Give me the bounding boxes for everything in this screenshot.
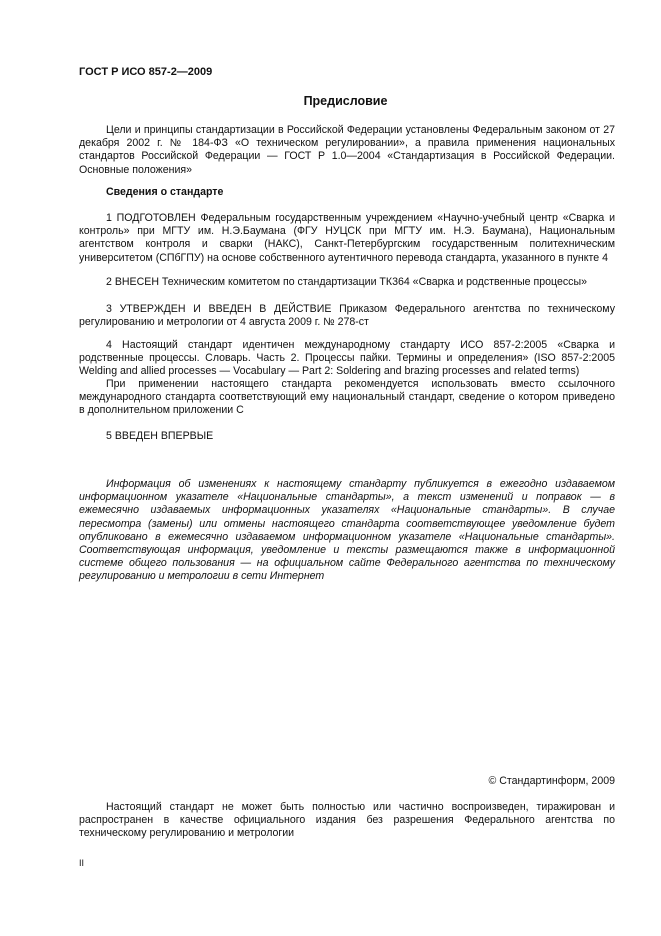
item-3-paragraph: 3 УТВЕРЖДЕН И ВВЕДЕН В ДЕЙСТВИЕ Приказом Федерального агентства по техническому регулированию и метрологии от 4 августа 2009 г. № 278-ст	[79, 303, 615, 329]
copyright-line: © Стандартинформ, 2009	[488, 775, 615, 787]
item-4-paragraph: 4 Настоящий стандарт идентичен международному стандарту ИСО 857-2:2005 «Сварка и родственные процессы. Словарь. Часть 2. Процессы пайки. Термины и определения» (ISO 857-2:2005 Welding and allied processes — Vocabulary — Part 2: Soldering and brazing processes and related terms)	[79, 339, 615, 378]
document-header: ГОСТ Р ИСО 857-2—2009	[79, 66, 213, 78]
item-1-paragraph: 1 ПОДГОТОВЛЕН Федеральным государственным учреждением «Научно-учебный центр «Сварка и контроль» при МГТУ им. Н.Э.Баумана (ФГУ НУЦСК при МГТУ им. Н.Э. Баумана), Национальным агентством контроля и сварки (НАКС), Санкт-Петербургским государственным политехническим университетом (СПбГПУ) на основе собственного аутентичного перевода стандарта, указанного в пункте 4	[79, 212, 615, 264]
item-5-paragraph: 5 ВВЕДЕН ВПЕРВЫЕ	[106, 430, 214, 442]
info-paragraph: Информация об изменениях к настоящему стандарту публикуется в ежегодно издаваемом информационном указателе «Национальные стандарты», а текст изменений и поправок — в ежемесячно издаваемых информационных указателях «Национальные стандарты». В случае пересмотра (замены) или отмены настоящего стандарта соответствующее уведомление будет опубликовано в ежемесячно издаваемом информационном указателе «Национальные стандарты». Соответствующая информация, уведомление и тексты размещаются также в информационной системе общего пользования — на официальном сайте Федерального агентства по техническому регулированию и метрологии в сети Интернет	[79, 478, 615, 583]
page-number: II	[79, 858, 85, 868]
item-4b-paragraph: При применении настоящего стандарта рекомендуется использовать вместо ссылочного международного стандарта соответствующий ему национальный стандарт, сведение о котором приведено в дополнительном приложении С	[79, 378, 615, 417]
item-2-paragraph: 2 ВНЕСЕН Техническим комитетом по стандартизации ТК364 «Сварка и родственные процессы»	[106, 276, 587, 288]
subheading: Сведения о стандарте	[106, 186, 224, 198]
section-title: Предисловие	[303, 94, 388, 108]
intro-paragraph: Цели и принципы стандартизации в Российской Федерации установлены Федеральным законом от 27 декабря 2002 г. № 184-ФЗ «О техническом регулировании», а правила применения национальных стандартов Российской Федерации — ГОСТ Р 1.0—2004 «Стандартизация в Российской Федерации. Основные положения»	[79, 124, 615, 176]
notice-paragraph: Настоящий стандарт не может быть полностью или частично воспроизведен, тиражирован и распространен в качестве официального издания без разрешения Федерального агентства по техническому регулированию и метрологии	[79, 801, 615, 840]
